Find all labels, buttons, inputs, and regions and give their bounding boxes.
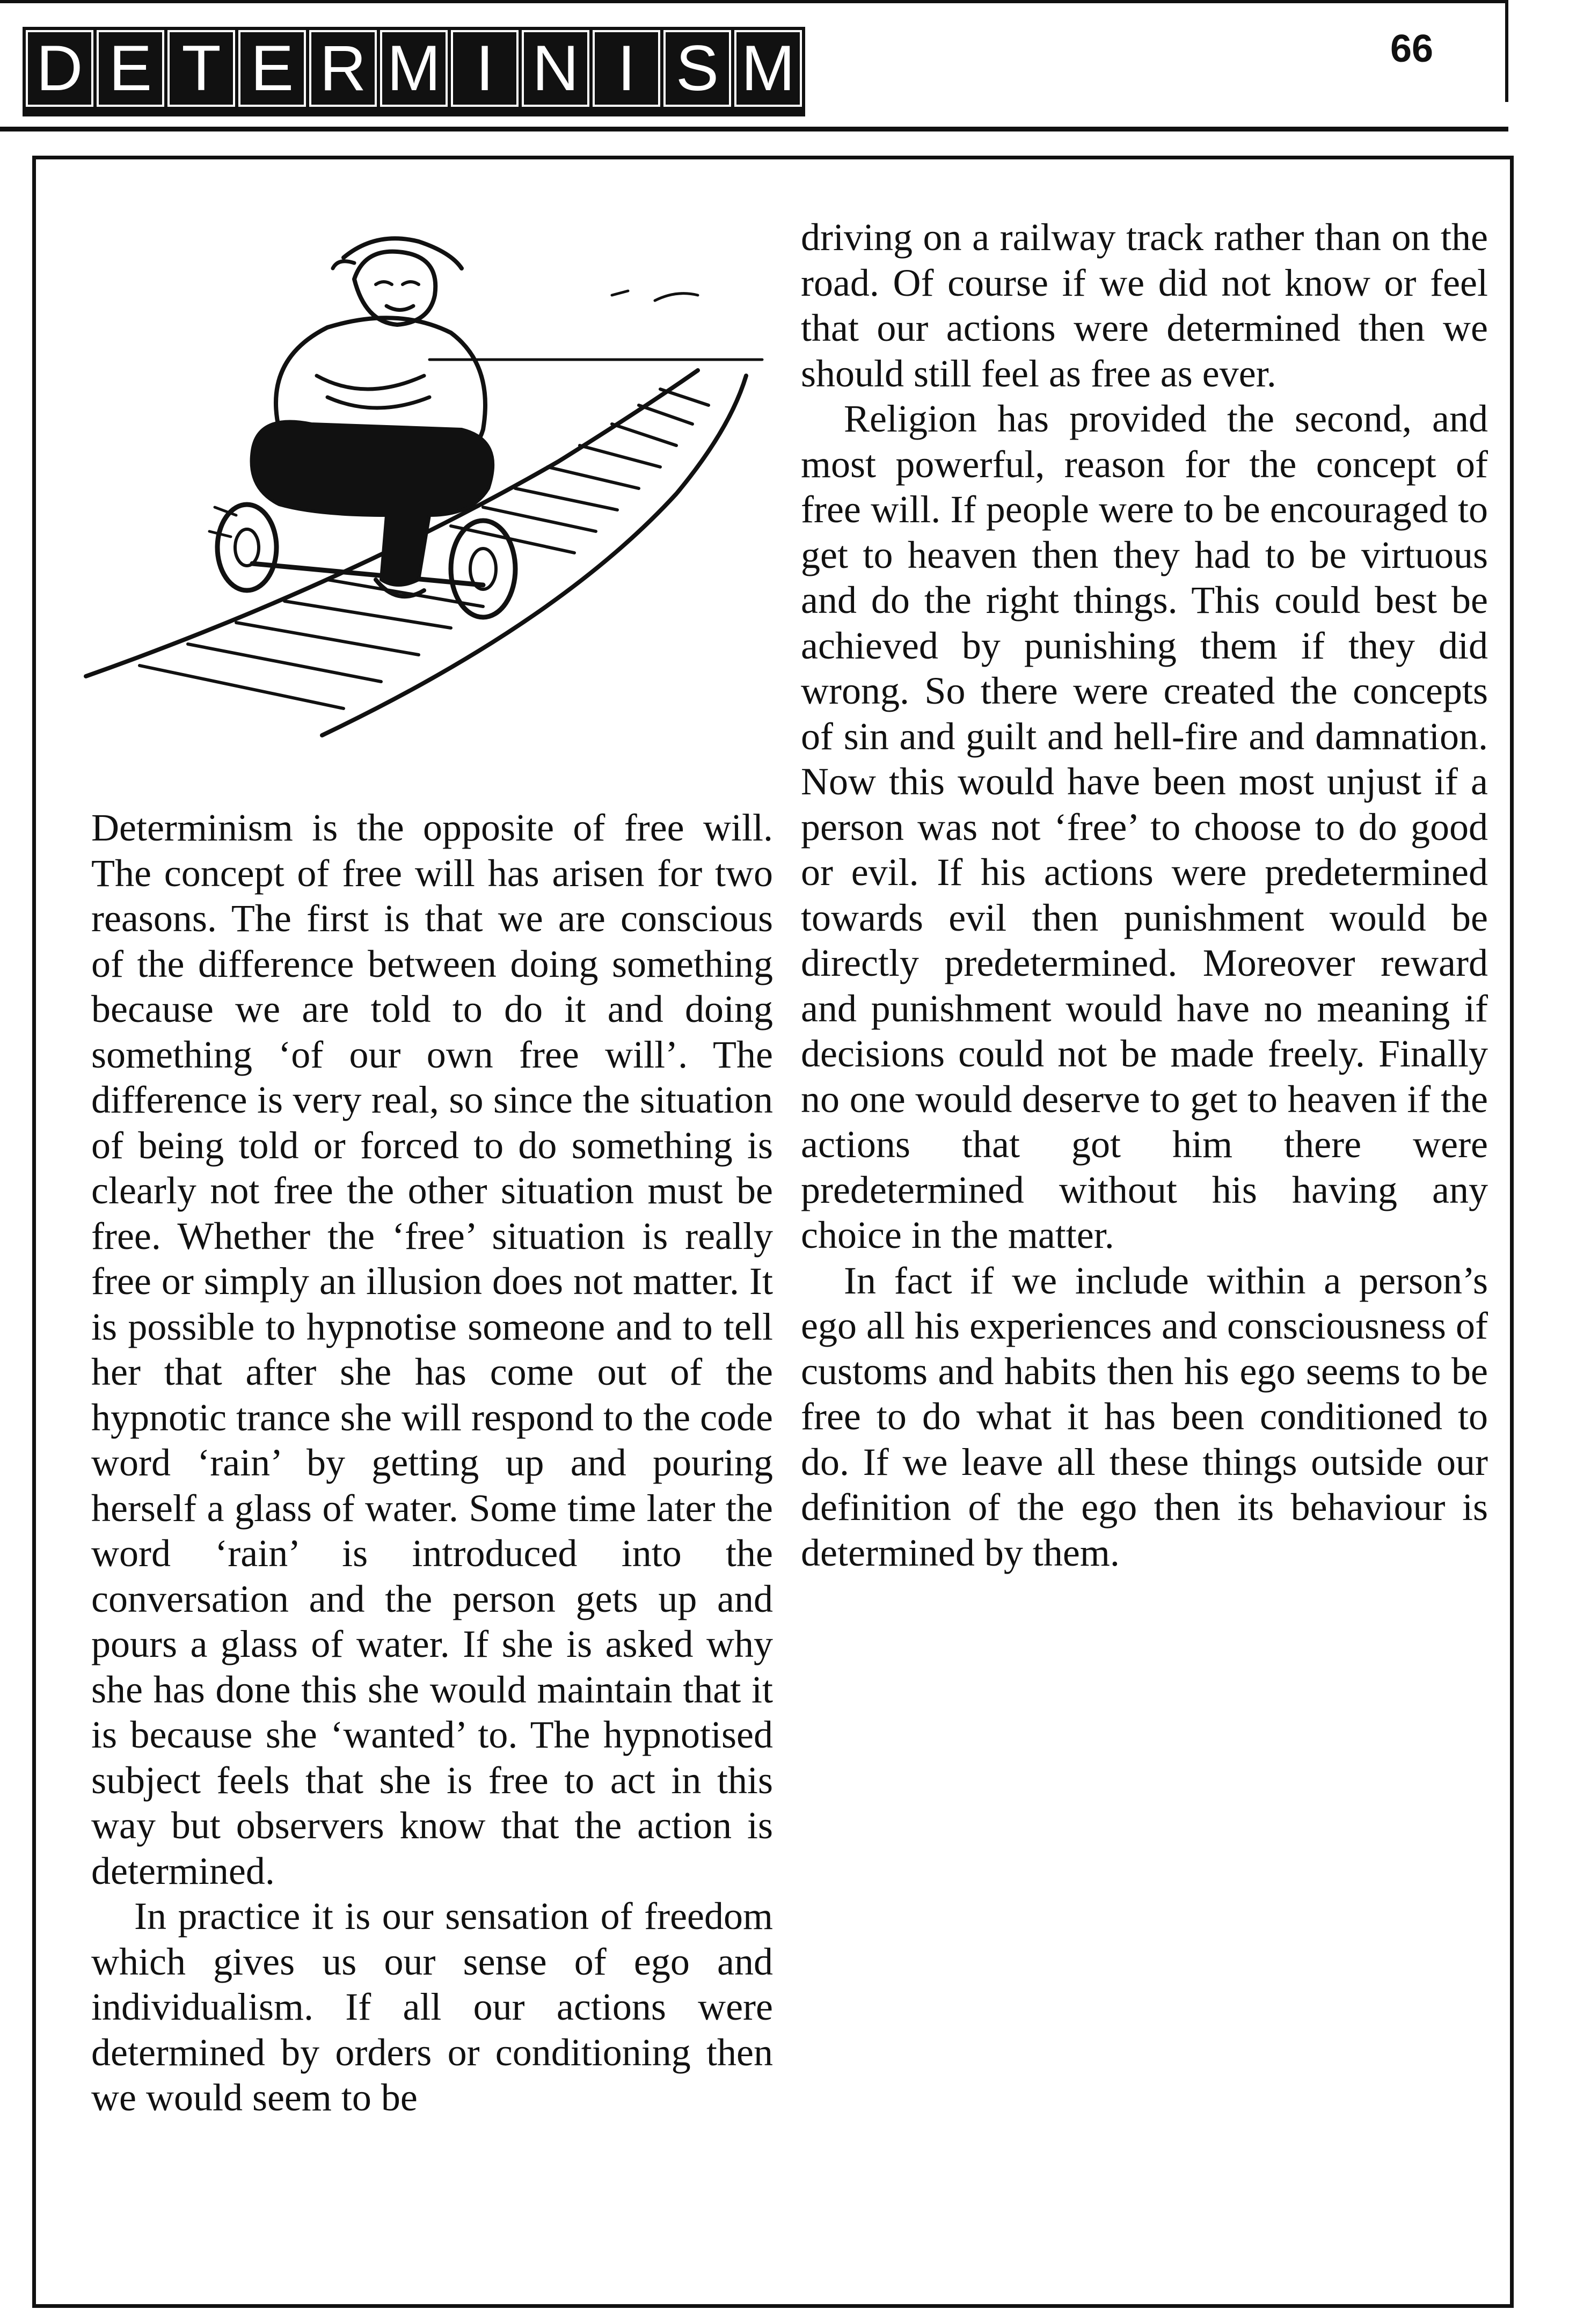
body-paragraph: Determinism is the opposite of free will. The concept of free will has arisen for two reasons. The first is that we are conscious of the difference between doing something because we are told to do it and doing something ‘of our own free will’. The difference is very real, so since the situation of being told or forced to do something is clearly not free the other situation must be free. Whether the ‘free’ situation is really free or simply an illusion does not matter. It is possible to hypnotise someone and to tell her that after she has come out of the hypnotic trance she will respond to the code word ‘rain’ by getting up and pouring herself a glass of water. Some time later the word ‘rain’ is introduced into the conversation and the person gets up and pours a glass of water. If she is asked why she has done this she would maintain that it is because she ‘wanted’ to. The hypnotised subject feels that she is free to act in this way but observers know that the action is determined. [91,806,773,1892]
body-paragraph: In practice it is our sensation of freedom which gives us our sense of ego and individualism. If all our actions were determined by orders or conditioning then we would seem to be [91,1895,773,2119]
title-letter: S [663,30,731,107]
title-letter: M [380,30,448,107]
header-rule [0,127,1508,131]
top-border-rule [0,0,1508,3]
title-letter: I [451,30,519,107]
title-letter: R [309,30,377,107]
body-paragraph: driving on a railway track rather than on the road. Of course if we did not know or feel that our actions were determined then we should still feel as free as ever. [801,216,1488,395]
right-text-column [801,215,1488,1575]
title-letter: I [593,30,660,107]
left-text-column [91,805,773,2121]
title-letter: E [238,30,306,107]
body-paragraph: In fact if we include within a person’s ego all his experiences and consciousness of customs and habits then his ego seems to be free to do what it has been conditioned to do. If we leave all these things outside our definition of the ego then its behaviour is determined by them. [801,1259,1488,1574]
title-letter: T [167,30,235,107]
title-letter: M [734,30,802,107]
title-letter: N [522,30,589,107]
title-letter: D [26,30,93,107]
title-letter: E [97,30,164,107]
body-paragraph: Religion has provided the second, and most powerful, reason for the concept of free will. If people were to be encouraged to get to heaven then they had to be virtuous and do the right things. This could best be achieved by punishing them if they did wrong. So there were created the concepts of sin and guilt and hell-fire and damnation. Now this would have been most unjust if a person was not ‘free’ to choose to do good or evil. If his actions were predetermined towards evil then punishment would be directly predetermined. Moreover reward and punishment would have no meaning if decisions could not be made freely. Finally no one would deserve to get to heaven if the actions that got him there were predetermined without his having any choice in the matter. [801,397,1488,1256]
page-title [23,27,805,116]
page-number: 66 [1390,27,1434,70]
cartoon-man-on-railway-trolley [75,236,773,773]
right-border-rule [1505,0,1508,102]
